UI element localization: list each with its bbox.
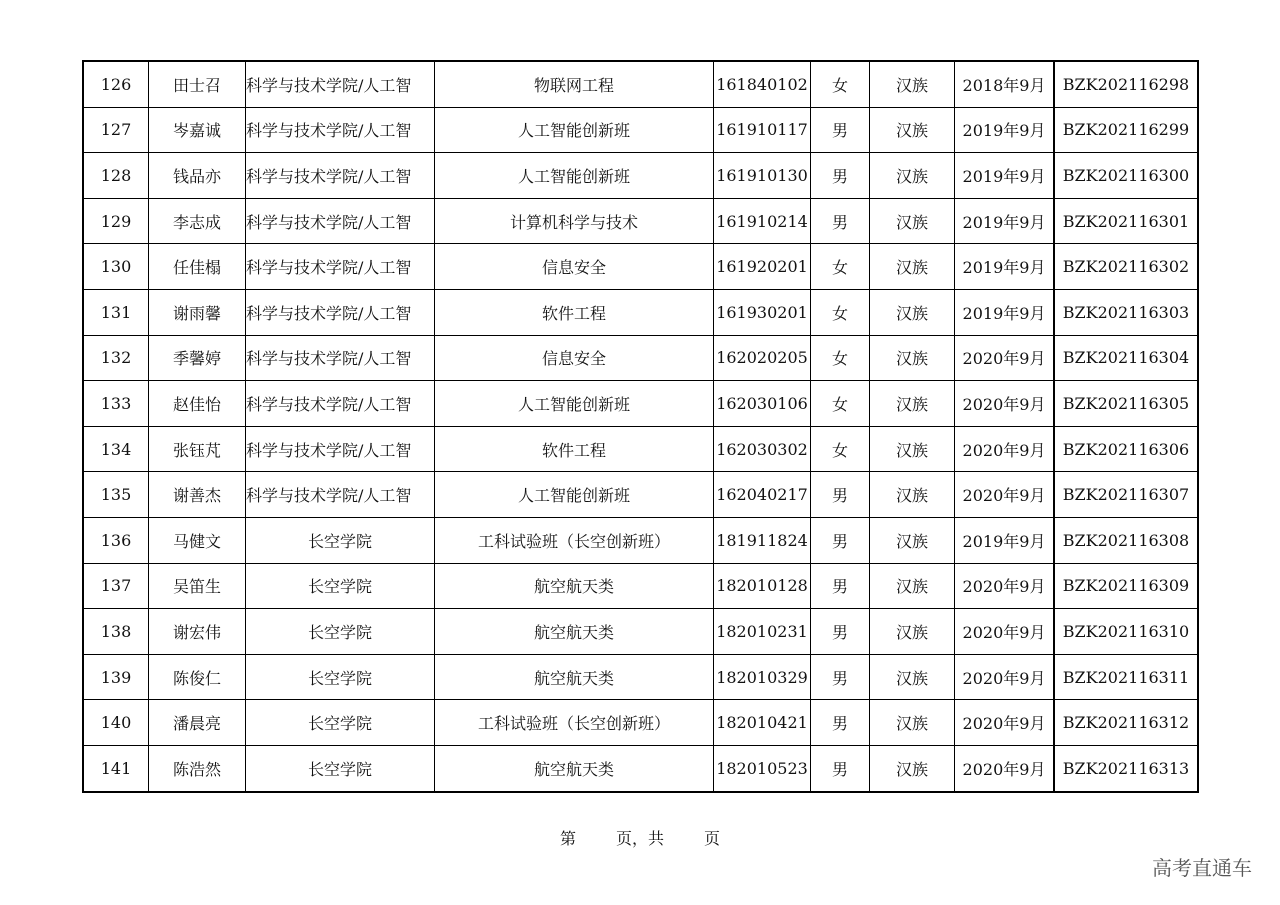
cell-number: 139 (83, 654, 149, 700)
cell-major: 航空航天类 (435, 609, 714, 655)
cell-ethnicity: 汉族 (870, 609, 955, 655)
cell-student-id: 182010523 (714, 745, 811, 791)
cell-ethnicity: 汉族 (870, 107, 955, 153)
cell-college: 科学与技术学院/人工智 (246, 198, 435, 244)
cell-student-id: 161930201 (714, 289, 811, 335)
cell-name: 任佳榻 (149, 244, 246, 290)
cell-name: 赵佳怡 (149, 381, 246, 427)
cell-ethnicity: 汉族 (870, 472, 955, 518)
cell-certificate-id: BZK202116298 (1054, 61, 1198, 107)
cell-enrollment: 2020年9月 (955, 472, 1055, 518)
cell-enrollment: 2019年9月 (955, 517, 1055, 563)
cell-college: 科学与技术学院/人工智 (246, 426, 435, 472)
cell-certificate-id: BZK202116309 (1054, 563, 1198, 609)
page-suffix: 页 (704, 829, 721, 848)
cell-college: 科学与技术学院/人工智 (246, 61, 435, 107)
cell-enrollment: 2020年9月 (955, 563, 1055, 609)
table-row (83, 563, 1198, 609)
cell-student-id: 161840102 (714, 61, 811, 107)
cell-name: 谢宏伟 (149, 609, 246, 655)
cell-certificate-id: BZK202116302 (1054, 244, 1198, 290)
cell-gender: 男 (811, 517, 870, 563)
cell-gender: 男 (811, 700, 870, 746)
table-row (83, 244, 1198, 290)
cell-student-id: 162030106 (714, 381, 811, 427)
cell-student-id: 161910214 (714, 198, 811, 244)
cell-enrollment: 2019年9月 (955, 198, 1055, 244)
table-row (83, 609, 1198, 655)
cell-certificate-id: BZK202116310 (1054, 609, 1198, 655)
table-row (83, 381, 1198, 427)
cell-major: 航空航天类 (435, 654, 714, 700)
cell-name: 陈俊仁 (149, 654, 246, 700)
cell-major: 工科试验班（长空创新班） (435, 700, 714, 746)
cell-name: 钱品亦 (149, 153, 246, 199)
cell-student-id: 162030302 (714, 426, 811, 472)
cell-college: 科学与技术学院/人工智 (246, 107, 435, 153)
cell-certificate-id: BZK202116299 (1054, 107, 1198, 153)
cell-number: 132 (83, 335, 149, 381)
cell-gender: 女 (811, 61, 870, 107)
cell-name: 李志成 (149, 198, 246, 244)
cell-number: 136 (83, 517, 149, 563)
cell-gender: 女 (811, 289, 870, 335)
table-row (83, 472, 1198, 518)
cell-enrollment: 2020年9月 (955, 381, 1055, 427)
cell-name: 谢善杰 (149, 472, 246, 518)
cell-name: 谢雨馨 (149, 289, 246, 335)
cell-number: 129 (83, 198, 149, 244)
cell-major: 人工智能创新班 (435, 472, 714, 518)
cell-student-id: 181911824 (714, 517, 811, 563)
cell-gender: 女 (811, 244, 870, 290)
cell-major: 软件工程 (435, 426, 714, 472)
cell-certificate-id: BZK202116301 (1054, 198, 1198, 244)
cell-student-id: 161910130 (714, 153, 811, 199)
cell-name: 岑嘉诚 (149, 107, 246, 153)
page-prefix: 第 (559, 829, 576, 848)
table-row (83, 517, 1198, 563)
cell-name: 田士召 (149, 61, 246, 107)
cell-gender: 男 (811, 745, 870, 791)
cell-enrollment: 2019年9月 (955, 153, 1055, 199)
cell-certificate-id: BZK202116312 (1054, 700, 1198, 746)
cell-gender: 男 (811, 107, 870, 153)
cell-name: 吴笛生 (149, 563, 246, 609)
cell-enrollment: 2019年9月 (955, 107, 1055, 153)
cell-major: 工科试验班（长空创新班） (435, 517, 714, 563)
cell-ethnicity: 汉族 (870, 426, 955, 472)
table-row (83, 426, 1198, 472)
cell-ethnicity: 汉族 (870, 381, 955, 427)
cell-certificate-id: BZK202116306 (1054, 426, 1198, 472)
cell-number: 141 (83, 745, 149, 791)
cell-gender: 男 (811, 609, 870, 655)
table-row (83, 700, 1198, 746)
cell-number: 128 (83, 153, 149, 199)
cell-certificate-id: BZK202116305 (1054, 381, 1198, 427)
cell-major: 人工智能创新班 (435, 381, 714, 427)
cell-college: 长空学院 (246, 700, 435, 746)
cell-certificate-id: BZK202116308 (1054, 517, 1198, 563)
cell-name: 潘晨亮 (149, 700, 246, 746)
cell-certificate-id: BZK202116304 (1054, 335, 1198, 381)
cell-certificate-id: BZK202116303 (1054, 289, 1198, 335)
cell-enrollment: 2019年9月 (955, 289, 1055, 335)
cell-ethnicity: 汉族 (870, 563, 955, 609)
cell-college: 科学与技术学院/人工智 (246, 289, 435, 335)
cell-enrollment: 2020年9月 (955, 426, 1055, 472)
cell-gender: 男 (811, 563, 870, 609)
cell-college: 长空学院 (246, 745, 435, 791)
cell-ethnicity: 汉族 (870, 517, 955, 563)
cell-name: 季馨婷 (149, 335, 246, 381)
cell-number: 127 (83, 107, 149, 153)
cell-student-id: 161910117 (714, 107, 811, 153)
cell-ethnicity: 汉族 (870, 700, 955, 746)
cell-enrollment: 2019年9月 (955, 244, 1055, 290)
cell-gender: 男 (811, 153, 870, 199)
cell-ethnicity: 汉族 (870, 153, 955, 199)
cell-student-id: 182010231 (714, 609, 811, 655)
cell-ethnicity: 汉族 (870, 289, 955, 335)
table-body (83, 61, 1198, 792)
cell-major: 人工智能创新班 (435, 153, 714, 199)
cell-enrollment: 2020年9月 (955, 654, 1055, 700)
table-row (83, 198, 1198, 244)
cell-gender: 女 (811, 381, 870, 427)
cell-gender: 女 (811, 335, 870, 381)
cell-college: 长空学院 (246, 517, 435, 563)
cell-name: 马健文 (149, 517, 246, 563)
cell-major: 人工智能创新班 (435, 107, 714, 153)
cell-major: 信息安全 (435, 244, 714, 290)
cell-student-id: 162020205 (714, 335, 811, 381)
cell-number: 137 (83, 563, 149, 609)
cell-enrollment: 2020年9月 (955, 335, 1055, 381)
cell-number: 140 (83, 700, 149, 746)
cell-college: 长空学院 (246, 609, 435, 655)
page-middle: 页，共 (615, 829, 664, 848)
cell-enrollment: 2020年9月 (955, 700, 1055, 746)
table-row (83, 153, 1198, 199)
cell-certificate-id: BZK202116313 (1054, 745, 1198, 791)
table-row (83, 745, 1198, 791)
student-table (82, 60, 1199, 793)
cell-student-id: 161920201 (714, 244, 811, 290)
cell-number: 138 (83, 609, 149, 655)
cell-student-id: 162040217 (714, 472, 811, 518)
cell-name: 陈浩然 (149, 745, 246, 791)
cell-number: 131 (83, 289, 149, 335)
cell-number: 135 (83, 472, 149, 518)
cell-enrollment: 2020年9月 (955, 609, 1055, 655)
cell-ethnicity: 汉族 (870, 244, 955, 290)
cell-college: 科学与技术学院/人工智 (246, 472, 435, 518)
cell-name: 张钰芃 (149, 426, 246, 472)
cell-ethnicity: 汉族 (870, 61, 955, 107)
cell-major: 航空航天类 (435, 745, 714, 791)
cell-college: 科学与技术学院/人工智 (246, 153, 435, 199)
cell-student-id: 182010128 (714, 563, 811, 609)
cell-gender: 男 (811, 654, 870, 700)
cell-gender: 女 (811, 426, 870, 472)
table-row (83, 107, 1198, 153)
cell-ethnicity: 汉族 (870, 745, 955, 791)
cell-enrollment: 2018年9月 (955, 61, 1055, 107)
table-row (83, 654, 1198, 700)
cell-college: 长空学院 (246, 563, 435, 609)
cell-ethnicity: 汉族 (870, 335, 955, 381)
table-row (83, 61, 1198, 107)
cell-number: 130 (83, 244, 149, 290)
cell-certificate-id: BZK202116311 (1054, 654, 1198, 700)
cell-number: 126 (83, 61, 149, 107)
cell-ethnicity: 汉族 (870, 654, 955, 700)
cell-gender: 男 (811, 198, 870, 244)
cell-college: 科学与技术学院/人工智 (246, 335, 435, 381)
cell-college: 科学与技术学院/人工智 (246, 244, 435, 290)
cell-number: 134 (83, 426, 149, 472)
cell-major: 软件工程 (435, 289, 714, 335)
cell-student-id: 182010329 (714, 654, 811, 700)
cell-major: 信息安全 (435, 335, 714, 381)
cell-number: 133 (83, 381, 149, 427)
watermark-text: 高考直通车 (1152, 856, 1252, 880)
cell-enrollment: 2020年9月 (955, 745, 1055, 791)
cell-college: 长空学院 (246, 654, 435, 700)
page-footer (0, 826, 1280, 849)
cell-college: 科学与技术学院/人工智 (246, 381, 435, 427)
cell-student-id: 182010421 (714, 700, 811, 746)
cell-certificate-id: BZK202116300 (1054, 153, 1198, 199)
cell-major: 物联网工程 (435, 61, 714, 107)
cell-major: 航空航天类 (435, 563, 714, 609)
table-row (83, 289, 1198, 335)
cell-major: 计算机科学与技术 (435, 198, 714, 244)
cell-certificate-id: BZK202116307 (1054, 472, 1198, 518)
table-row (83, 335, 1198, 381)
cell-ethnicity: 汉族 (870, 198, 955, 244)
cell-gender: 男 (811, 472, 870, 518)
